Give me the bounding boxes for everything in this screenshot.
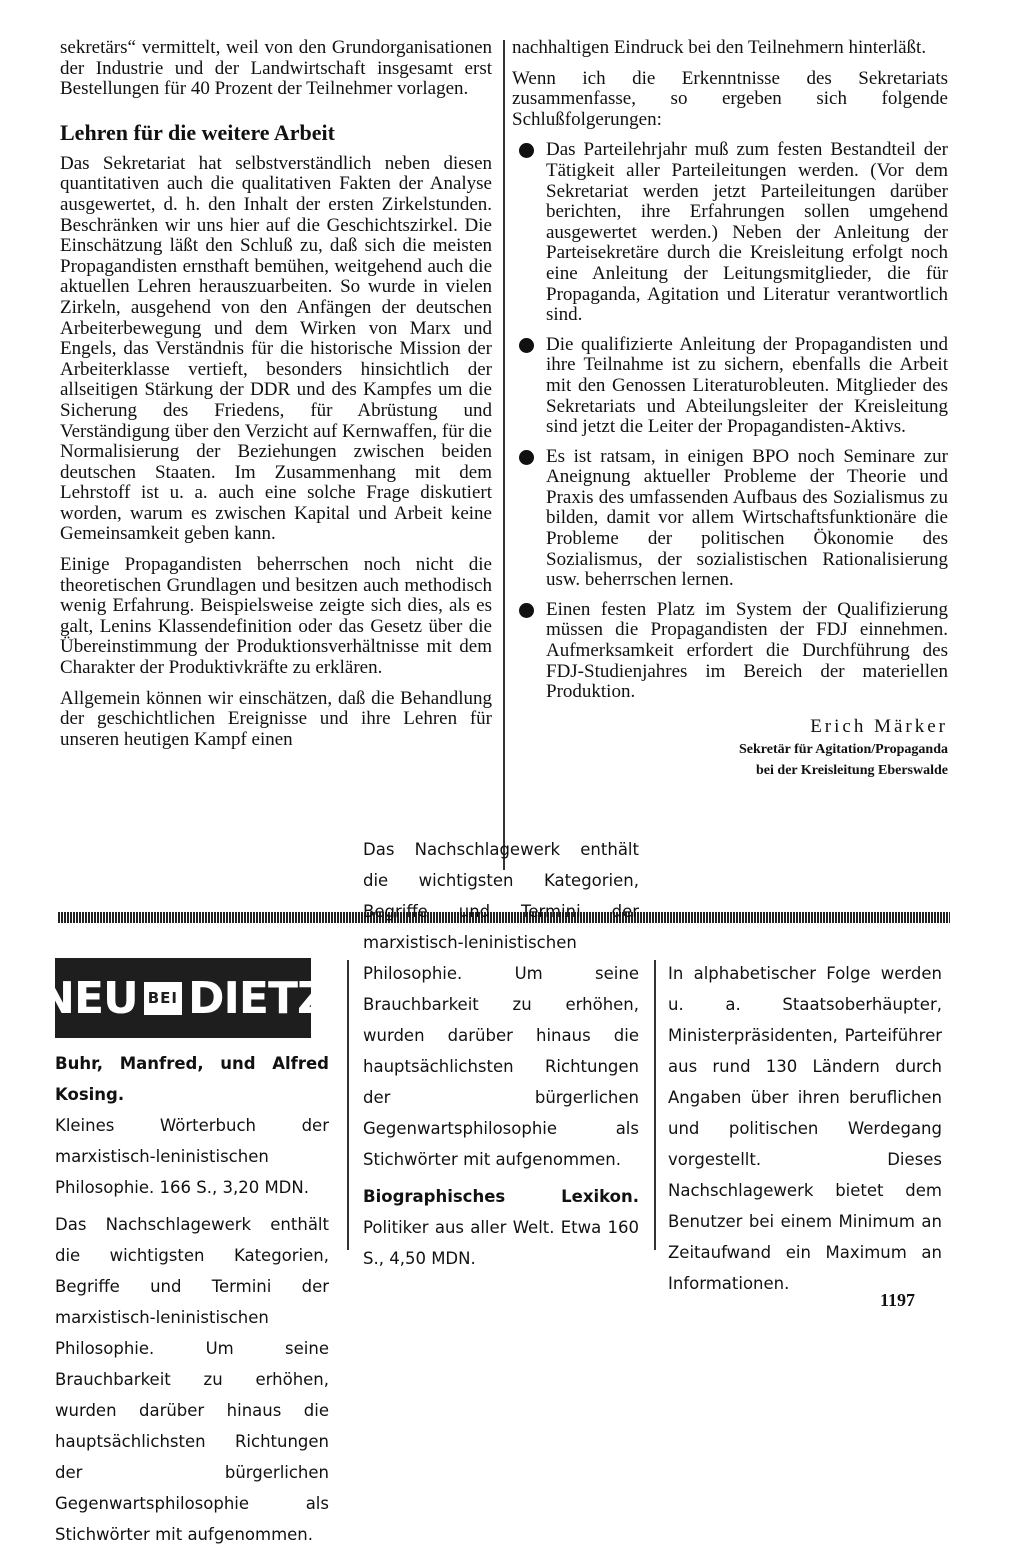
page-number: 1197 [880,1290,916,1310]
section-heading: Lehren für die weitere Arbeit [60,119,335,145]
bullet-dot-icon [519,338,534,353]
article-paragraph: Einige Propagandisten beherrschen noch nicht die theoretischen Grundlagen und besitzen auch methodisch wenig Erfahrung. Beispielsweise zeigte sich dies, als es galt, Lenins Klassendefinition oder das Gesetz über die Übereinstimmung der Produktionsverhältnisse mit dem Charakter der Produktivkräfte zu erklären. [60,554,492,679]
logo-text: DIETZ [188,972,328,1024]
bullet-dot-icon [519,143,534,158]
book-description-continued [363,840,639,1175]
book-entry [363,1181,639,1274]
conclusion-text: Das Parteilehrjahr muß zum festen Bestandteil der Tätigkeit aller Parteileitungen werden. (Vor dem Sekretariat werden jetzt Parteileitungen darüber berichten, ihre Erfahrungen sollen umgehend ausgewertet werden.) Neben der Anleitung der Parteisekretäre durch die Kreisleitung erfolgt noch eine Anleitung der Leitungsmitglieder, die für Propaganda, Agitation und Literatur verantwortlich sind. [546,139,948,326]
article-paragraph: Das Sekretariat hat selbstverständlich neben diesen quantitativen auch die qualitativen Fakten der Analyse ausgewertet, d. h. den Inhalt der ersten Zirkelstunden. Beschränken wir uns hier auf die Geschichtszirkel. Die Einschätzung läßt den Schluß zu, daß sich die meisten Propagandisten ernsthaft bemühen, weitgehend auch die aktuellen Lehren herauszuarbeiten. So wurde in vielen Zirkeln, ausgehend von den Anfängen der deutschen Arbeiterbewegung und dem Wirken von Marx und Engels, das Verständnis für die historische Mission der Arbeiterklasse vertieft, besonders hinsichtlich der allseitigen Stärkung der DDR und des Kampfes um die Sicherung des Friedens, für Abrüstung und Verständigung über den Verzicht auf Kernwaffen, für die Normalisierung der Beziehungen zwischen beiden deutschen Staaten. Im Zusammenhang mit dem Lehrstoff ist u. a. auch eine solche Frage diskutiert worden, warum es zwischen Kapital und Arbeit keine Gemeinsamkeit geben kann. [60,152,492,545]
article-paragraph: Wenn ich die Erkenntnisse des Sekretariats zusammenfasse, so ergeben sich folgende Schlußfolgerungen: [512,67,948,130]
author-signature: Erich Märker [810,715,948,737]
book-description-text: Das Nachschlagewerk enthält die wichtigsten Kategorien, Begriffe und Termini der marxistisch-leninistischen Philosophie. Um seine Brauchbarkeit zu erhöhen, wurden darüber hinaus die hauptsächlichsten Richtungen der bürgerlichen Gegenwartsphilosophie als Stichwörter mit aufgenommen. [55,1215,329,1544]
conclusion-item [512,335,948,438]
author-role: Sekretär für Agitation/Propaganda [739,742,948,758]
article-paragraph: nachhaltigen Eindruck bei den Teilnehmern hinterläßt. [512,37,927,58]
article-paragraph: sekretärs“ vermittelt, weil von den Grundorganisationen der Industrie und der Landwirtschaft insgesamt erst Bestellungen für 40 Prozent der Teilnehmer vorlagen. [60,37,492,100]
book-details: Kleines Wörterbuch der marxistisch-leninistischen Philosophie. 166 S., 3,20 MDN. [55,1116,329,1197]
article-left-column [60,38,492,760]
conclusion-item [512,140,948,325]
column-rule [654,960,656,1250]
conclusion-item [512,447,948,591]
column-rule [347,960,349,1250]
book-description [55,1209,329,1544]
ad-column [668,958,942,1305]
book-title: Biographisches Lexikon. [363,1187,639,1206]
author-role: bei der Kreisleitung Eberswalde [756,763,948,779]
logo-text: NEU [38,972,138,1024]
ad-column [38,958,329,1544]
conclusion-text: Die qualifizierte Anleitung der Propagandisten und ihre Teilnahme ist zu sichern, ebenfalls die Arbeit mit den Genossen Literaturobleuten. Mitglieder des Sekretariats und Abteilungsleiter der Kreisleitung sind jetzt die Leiter der Propagandisten-Aktivs. [546,333,948,438]
conclusion-text: Es ist ratsam, in einigen BPO noch Seminare zur Aneignung aktueller Probleme der Theorie und Praxis des umfassenden Aufbaus des Sozialismus zu bilden, damit vor allem Wirtschaftsfunktionäre die Probleme der politischen Ökonomie des Sozialismus, der sozialistischen Rationalisierung usw. beherrschen lernen. [546,445,948,591]
conclusion-item [512,600,948,703]
book-authors: Buhr, Manfred, und Alfred Kosing. [55,1054,329,1104]
bullet-dot-icon [519,603,534,618]
article-right-column [512,38,948,779]
article-paragraph: Allgemein können wir einschätzen, daß die Behandlung der geschichtlichen Ereignisse und ihre Lehren für unseren heutigen Kampf einen [60,687,492,750]
book-description-text: Das Nachschlagewerk enthält die wichtigsten Kategorien, Begriffe und Termini der marxistisch-leninistischen Philosophie. Um seine Brauchbarkeit zu erhöhen, wurden darüber hinaus die hauptsächlichsten Richtungen der bürgerlichen Gegenwartsphilosophie als Stichwörter mit aufgenommen. [363,840,639,1169]
bullet-dot-icon [519,450,534,465]
book-description: In alphabetischer Folge werden u. a. Staatsoberhäupter, Ministerpräsidenten, Parteiführer aus rund 130 Ländern durch Angaben über ihren beruflichen und politischen Werdegang vorgestellt. Dieses Nachschlagewerk bietet dem Benutzer bei einem Minimum an Zeitaufwand ein Maximum an Informationen. [668,964,942,1293]
conclusion-text: Einen festen Platz im System der Qualifizierung müssen die Propagandisten der FDJ einnehmen. Aufmerksamkeit erfordert die Durchführung des FDJ-Studienjahres im Bereich der materiellen Produktion. [546,598,948,703]
logo-text: BEI [144,982,182,1015]
publisher-logo [38,958,328,1038]
ad-column [363,840,639,1280]
book-details: Politiker aus aller Welt. Etwa 160 S., 4,50 MDN. [363,1218,639,1268]
column-rule [503,40,505,870]
